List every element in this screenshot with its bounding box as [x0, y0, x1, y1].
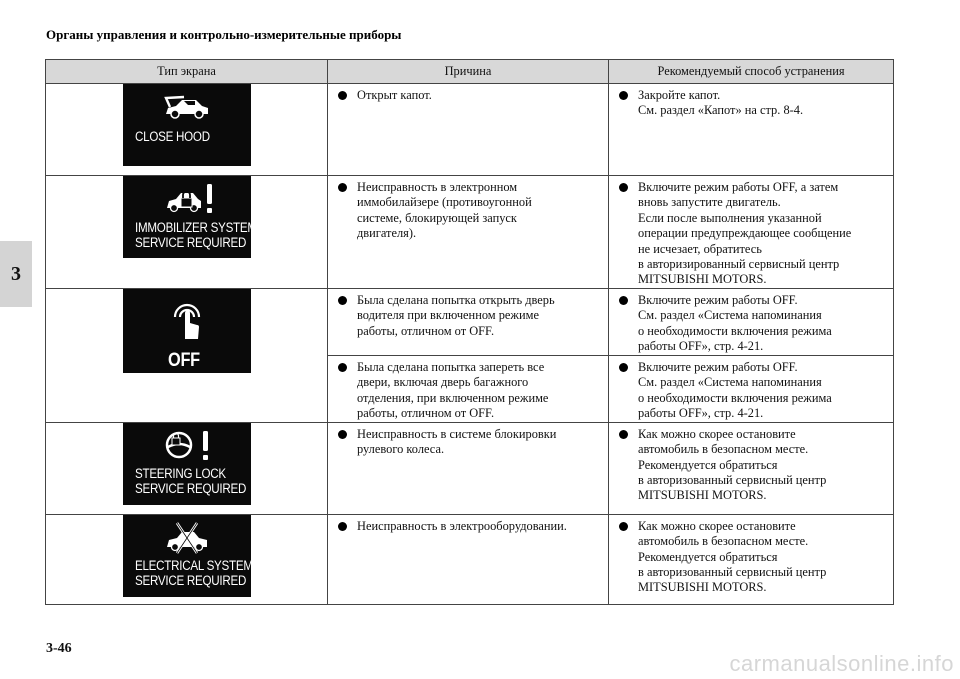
remedy-text: Включите режим работы OFF.: [638, 359, 798, 374]
steering-lock-display: [123, 423, 251, 505]
remedy-text: о необходимости включения режима: [638, 323, 832, 338]
remedy-text: в авторизованный сервисный центр: [638, 565, 827, 580]
cause-text: Неисправность в электронном: [357, 180, 518, 194]
close-hood-display: [123, 84, 251, 166]
remedy-text: работы OFF», стр. 4-21.: [638, 339, 764, 354]
cause-cell: [328, 176, 609, 289]
screen-cell: [46, 84, 328, 176]
bullet-icon: [619, 296, 633, 305]
table-header-row: [46, 60, 894, 84]
display-text-line: IMMOBILIZER SYSTEM: [134, 220, 257, 235]
remedy-text: не исчезает, обратитесь: [638, 241, 762, 256]
remedy-text: операции предупреждающее сообщение: [638, 226, 852, 241]
remedy-text: См. раздел «Система напоминания: [638, 375, 822, 390]
immobilizer-warning-icon: [161, 182, 221, 216]
screen-cell: [46, 514, 328, 604]
bullet-icon: [338, 430, 352, 439]
remedy-text: Как можно скорее остановите: [638, 426, 796, 441]
cause-text: двери, включая дверь багажного: [357, 375, 529, 390]
bullet-icon: [338, 363, 352, 372]
remedy-text: Включите режим работы OFF, а затем: [638, 180, 839, 194]
screen-cell: [46, 288, 328, 422]
display-text-line: OFF: [167, 349, 200, 371]
cause-text: Неисправность в системе блокировки: [357, 426, 557, 441]
bullet-icon: [338, 522, 352, 531]
bullet-icon: [338, 183, 352, 192]
warning-display-table: [45, 59, 894, 605]
off-mode-display: [123, 289, 251, 373]
remedy-text: о необходимости включения режима: [638, 390, 832, 405]
page-header-title: Органы управления и контрольно-измерительные приборы: [46, 27, 402, 42]
remedy-text: Включите режим работы OFF.: [638, 292, 798, 307]
remedy-cell: [609, 422, 894, 514]
cause-text: Была сделана попытка открыть дверь: [357, 292, 555, 307]
remedy-text: работы OFF», стр. 4-21.: [638, 406, 764, 421]
remedy-text: в авторизированный сервисный центр: [638, 257, 840, 272]
remedy-text: См. раздел «Капот» на стр. 8-4.: [638, 103, 804, 118]
bullet-icon: [338, 91, 352, 100]
cause-cell: [328, 422, 609, 514]
remedy-text: в авторизованный сервисный центр: [638, 473, 827, 488]
remedy-text: MITSUBISHI MOTORS.: [638, 488, 767, 503]
remedy-text: MITSUBISHI MOTORS.: [638, 272, 767, 287]
remedy-cell: [609, 84, 894, 176]
display-text-line: SERVICE REQUIRED: [134, 235, 246, 250]
column-header-screen: Тип экрана: [46, 60, 328, 84]
car-hood-open-icon: [162, 94, 212, 120]
display-text-line: STEERING LOCK: [134, 465, 226, 481]
watermark: carmanualsonline.info: [729, 651, 954, 676]
remedy-text: Как можно скорее остановите: [638, 518, 796, 533]
table-row: [46, 514, 894, 604]
chapter-tab: [0, 241, 32, 307]
remedy-text: Рекомендуется обратиться: [638, 457, 778, 472]
electrical-system-warning-icon: [163, 521, 213, 555]
cause-text: иммобилайзере (противоугонной: [357, 195, 532, 210]
remedy-text: автомобиль в безопасном месте.: [638, 534, 809, 549]
table-row: [46, 176, 894, 289]
display-text-line: ELECTRICAL SYSTEM: [134, 557, 253, 573]
bullet-icon: [619, 91, 633, 100]
remedy-cell: [609, 514, 894, 604]
remedy-text: вновь запустите двигатель.: [638, 195, 781, 210]
cause-text: водителя при включенном режиме: [357, 308, 539, 323]
cause-cell: [328, 288, 609, 355]
table-row: [46, 422, 894, 514]
steering-lock-warning-icon: [159, 429, 219, 463]
column-header-remedy: Рекомендуемый способ устранения: [609, 60, 894, 84]
remedy-text: Закройте капот.: [638, 88, 721, 102]
remedy-text: автомобиль в безопасном месте.: [638, 442, 809, 457]
page-number: 3-46: [46, 641, 72, 656]
remedy-cell: [609, 288, 894, 355]
cause-text: работы, отличном от OFF.: [357, 406, 495, 421]
bullet-icon: [338, 296, 352, 305]
remedy-text: См. раздел «Система напоминания: [638, 308, 822, 323]
remedy-text: Если после выполнения указанной: [638, 210, 822, 225]
cause-cell: [328, 355, 609, 422]
cause-text: отделения, при включенном режиме: [357, 390, 549, 405]
screen-cell: [46, 422, 328, 514]
bullet-icon: [619, 522, 633, 531]
bullet-icon: [619, 430, 633, 439]
display-text-line: CLOSE HOOD: [134, 129, 210, 144]
touch-sensor-off-icon: [167, 295, 207, 343]
remedy-cell: [609, 176, 894, 289]
table-row: [46, 288, 894, 355]
cause-text: системе, блокирующей запуск: [357, 210, 517, 225]
remedy-text: Рекомендуется обратиться: [638, 549, 778, 564]
cause-text: Была сделана попытка запереть все: [357, 359, 545, 374]
cause-cell: [328, 514, 609, 604]
screen-cell: [46, 176, 328, 289]
cause-text: Открыт капот.: [357, 88, 432, 102]
chapter-number: 3: [11, 262, 21, 285]
bullet-icon: [619, 363, 633, 372]
column-header-cause: Причина: [328, 60, 609, 84]
cause-text: рулевого колеса.: [357, 442, 445, 457]
display-text-line: SERVICE REQUIRED: [134, 572, 246, 588]
remedy-cell: [609, 355, 894, 422]
cause-text: Неисправность в электрооборудовании.: [357, 518, 567, 533]
immobilizer-display: [123, 176, 257, 258]
electrical-system-display: [123, 515, 251, 597]
remedy-text: MITSUBISHI MOTORS.: [638, 580, 767, 595]
cause-cell: [328, 84, 609, 176]
cause-text: двигателя).: [357, 226, 417, 241]
table-row: [46, 84, 894, 176]
cause-text: работы, отличном от OFF.: [357, 323, 495, 338]
bullet-icon: [619, 183, 633, 192]
display-text-line: SERVICE REQUIRED: [134, 480, 246, 496]
